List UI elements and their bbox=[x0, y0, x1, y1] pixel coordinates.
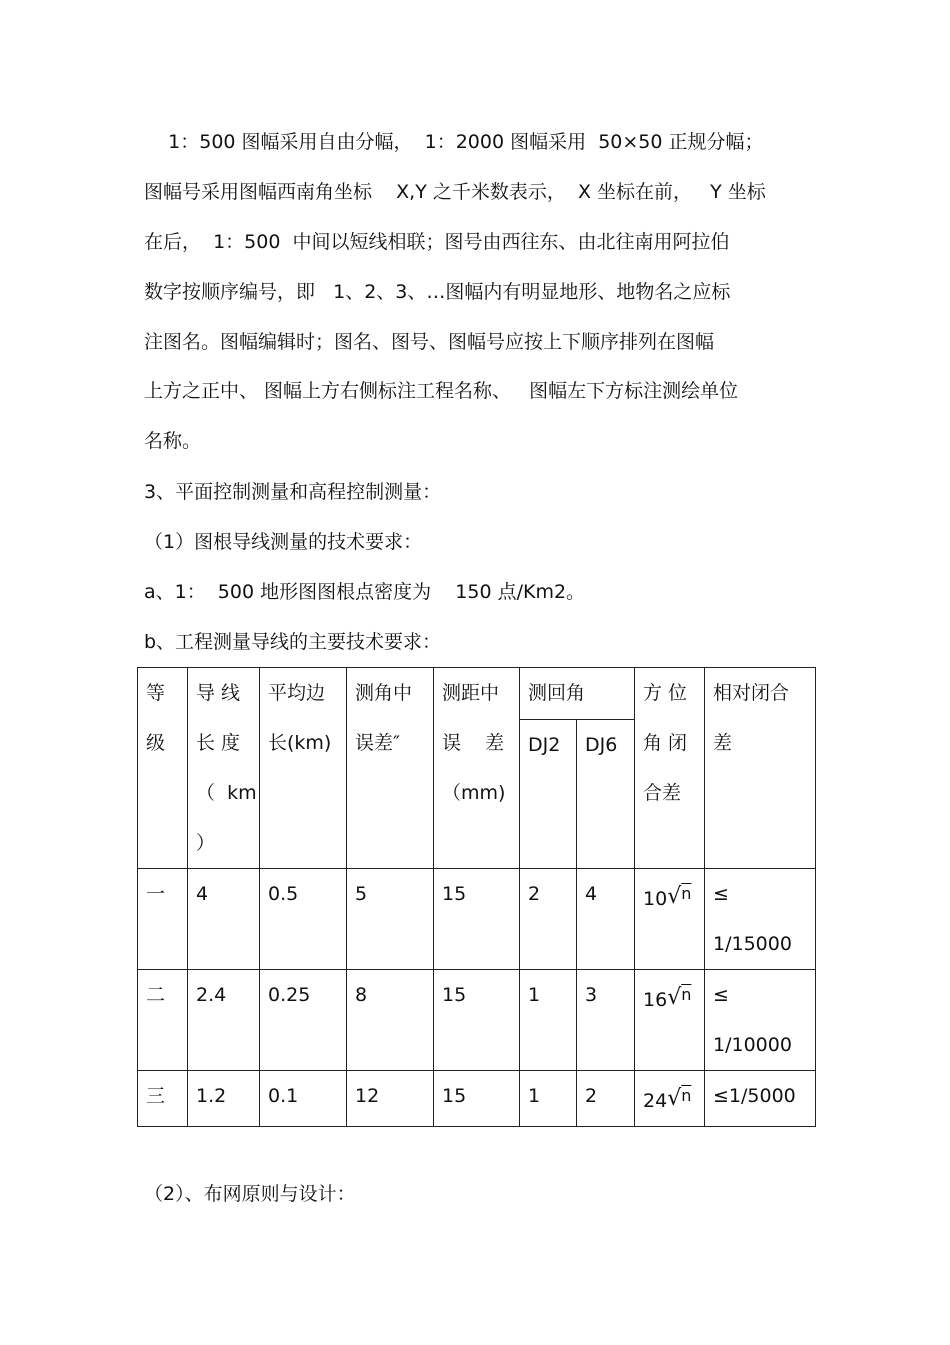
cell-dj6: 3 bbox=[577, 970, 635, 1071]
paragraph-line-6: 上方之正中、 图幅上方右侧标注工程名称、 图幅左下方标注测绘单位 bbox=[144, 380, 739, 402]
item-b: b、工程测量导线的主要技术要求： bbox=[144, 631, 442, 653]
cell-angle-error: 5 bbox=[347, 869, 434, 970]
header-dj2: DJ2 bbox=[520, 719, 577, 869]
cell-grade: 二 bbox=[138, 970, 188, 1071]
cell-distance-error: 15 bbox=[434, 869, 520, 970]
paragraph-line-2: 图幅号采用图幅西南角坐标 X,Y 之千米数表示， X 坐标在前， Y 坐标 bbox=[144, 181, 766, 203]
subsection-2-title: （2）、布网原则与设计： bbox=[144, 1183, 356, 1205]
cell-avg-side: 0.25 bbox=[260, 970, 347, 1071]
cell-grade: 三 bbox=[138, 1071, 188, 1127]
table-row bbox=[138, 1071, 816, 1127]
azimuth-variable: n bbox=[681, 884, 692, 903]
header-azimuth-closure: 方 位 角 闭 合差 bbox=[635, 668, 705, 869]
paragraph-line-3: 在后， 1：500 中间以短线相联；图号由西往东、由北往南用阿拉伯 bbox=[144, 231, 730, 253]
cell-angle-error: 12 bbox=[347, 1071, 434, 1127]
cell-relative-closure: ≤ 1/10000 bbox=[705, 970, 816, 1071]
sqrt-icon: √ bbox=[667, 985, 682, 1010]
header-rounds: 测回角 bbox=[520, 668, 635, 720]
section-3-title: 3、平面控制测量和高程控制测量： bbox=[144, 481, 442, 503]
cell-dj2: 1 bbox=[520, 1071, 577, 1127]
cell-grade: 一 bbox=[138, 869, 188, 970]
header-distance-error: 测距中 误 差 （mm) bbox=[434, 668, 520, 869]
subsection-1-title: （1）图根导线测量的技术要求： bbox=[144, 531, 423, 553]
header-avg-side: 平均边 长(km) bbox=[260, 668, 347, 869]
cell-length: 1.2 bbox=[188, 1071, 260, 1127]
cell-azimuth-closure bbox=[635, 869, 705, 970]
cell-relative-closure: ≤1/5000 bbox=[705, 1071, 816, 1127]
table-row bbox=[138, 970, 816, 1071]
cell-dj2: 1 bbox=[520, 970, 577, 1071]
cell-avg-side: 0.1 bbox=[260, 1071, 347, 1127]
cell-distance-error: 15 bbox=[434, 1071, 520, 1127]
cell-angle-error: 8 bbox=[347, 970, 434, 1071]
cell-distance-error: 15 bbox=[434, 970, 520, 1071]
cell-dj6: 2 bbox=[577, 1071, 635, 1127]
item-a: a、1： 500 地形图图根点密度为 150 点/Km2。 bbox=[144, 581, 586, 603]
header-relative-closure: 相对闭合 差 bbox=[705, 668, 816, 869]
header-length: 导 线 长 度 （ km ） bbox=[188, 668, 260, 869]
cell-relative-closure: ≤ 1/15000 bbox=[705, 869, 816, 970]
cell-azimuth-closure bbox=[635, 970, 705, 1071]
sqrt-icon: √ bbox=[667, 884, 682, 909]
cell-length: 4 bbox=[188, 869, 260, 970]
header-grade: 等 级 bbox=[138, 668, 188, 869]
cell-length: 2.4 bbox=[188, 970, 260, 1071]
header-dj6: DJ6 bbox=[577, 719, 635, 869]
table-row bbox=[138, 869, 816, 970]
cell-dj2: 2 bbox=[520, 869, 577, 970]
azimuth-coefficient: 16 bbox=[643, 989, 668, 1011]
paragraph-line-5: 注图名。图幅编辑时；图名、图号、图幅号应按上下顺序排列在图幅 bbox=[144, 331, 715, 353]
azimuth-variable: n bbox=[681, 985, 692, 1004]
cell-azimuth-closure bbox=[635, 1071, 705, 1127]
traverse-requirements-table bbox=[137, 667, 816, 1127]
cell-avg-side: 0.5 bbox=[260, 869, 347, 970]
cell-dj6: 4 bbox=[577, 869, 635, 970]
paragraph-line-7: 名称。 bbox=[144, 430, 202, 452]
azimuth-coefficient: 24 bbox=[643, 1090, 668, 1112]
paragraph-line-4: 数字按顺序编号，即 1、2、3、…图幅内有明显地形、地物名之应标 bbox=[144, 281, 731, 303]
azimuth-variable: n bbox=[681, 1086, 692, 1105]
header-angle-error: 测角中 误差″ bbox=[347, 668, 434, 869]
sqrt-icon: √ bbox=[667, 1086, 682, 1111]
azimuth-coefficient: 10 bbox=[643, 888, 668, 910]
paragraph-line-1: 1：500 图幅采用自由分幅， 1：2000 图幅采用 50×50 正规分幅； bbox=[144, 131, 764, 153]
